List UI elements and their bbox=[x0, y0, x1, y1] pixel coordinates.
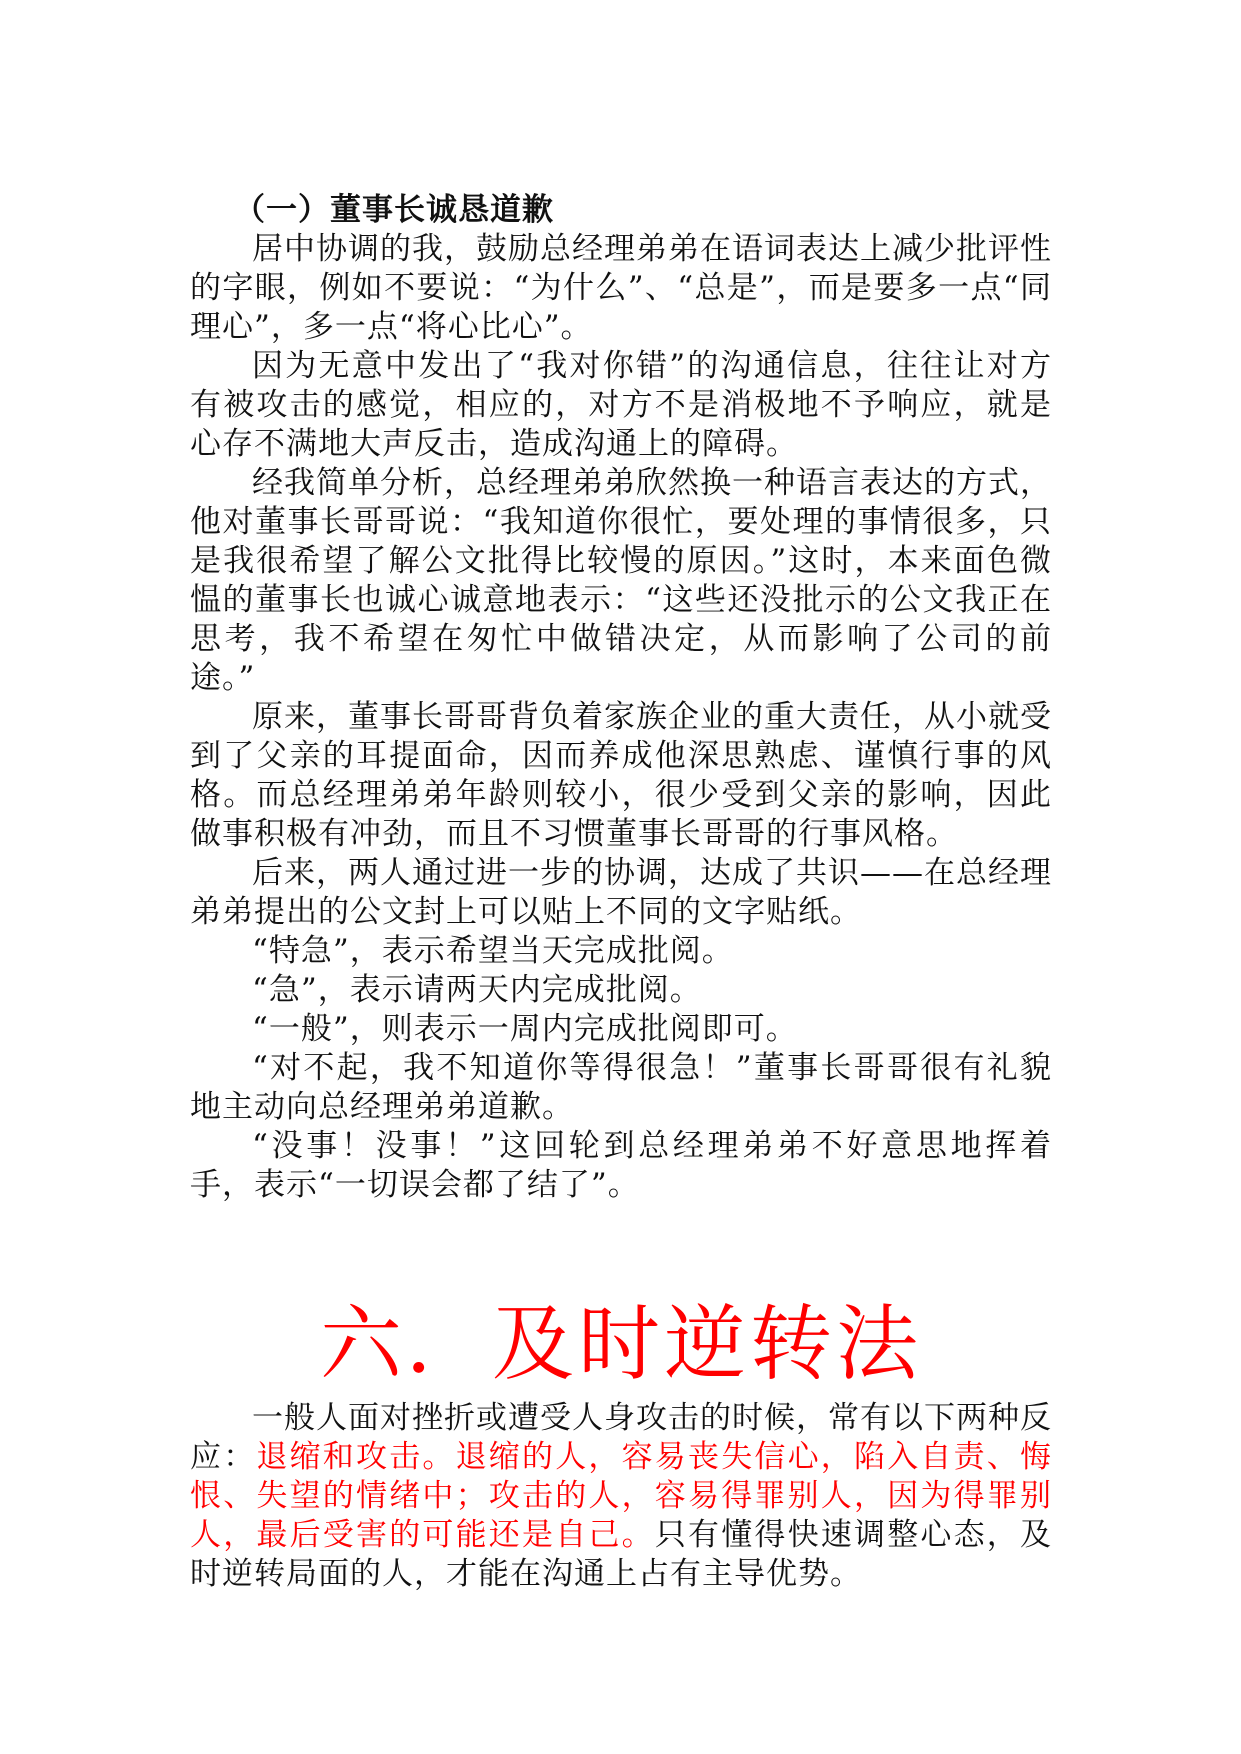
chapter-title: 六．及时逆转法 bbox=[319, 1297, 922, 1392]
section-heading: （一）董事长诚恳道歉 bbox=[234, 192, 554, 228]
chapter-intro-paragraph bbox=[190, 1399, 1052, 1594]
intro-text-part-1: 一般人面对挫折或遭受人身攻击的时候，常有以下两种反应： bbox=[190, 1400, 1052, 1475]
paragraph-4: 原来，董事长哥哥背负着家族企业的重大责任，从小就受到了父亲的耳提面命，因而养成他深思熟虑、谨慎行事的风格。而总经理弟弟年龄则较小，很少受到父亲的影响，因此做事积极有冲劲，而且不习惯董事长哥哥的行事风格。 bbox=[190, 699, 1052, 852]
paragraph-2: 因为无意中发出了“我对你错”的沟通信息，往往让对方有被攻击的感觉，相应的，对方不是消极地不予响应，就是心存不满地大声反击，造成沟通上的障碍。 bbox=[190, 348, 1052, 462]
paragraph-10: “没事！没事！”这回轮到总经理弟弟不好意思地挥着手，表示“一切误会都了结了”。 bbox=[190, 1128, 1052, 1203]
intro-text-part-3: 只有懂得快速调整心态，及时逆转局面的人，才能在沟通上占有主导优势。 bbox=[190, 1517, 1053, 1592]
paragraph-8: “一般”，则表示一周内完成批阅即可。 bbox=[252, 1011, 798, 1047]
paragraph-9: “对不起，我不知道你等得很急！”董事长哥哥很有礼貌地主动向总经理弟弟道歉。 bbox=[190, 1050, 1052, 1125]
paragraph-6: “特急”，表示希望当天完成批阅。 bbox=[252, 933, 734, 969]
document-page bbox=[190, 190, 1052, 1594]
paragraph-1: 居中协调的我，鼓励总经理弟弟在语词表达上减少批评性的字眼，例如不要说：“为什么”、“总是”，而是要多一点“同理心”，多一点“将心比心”。 bbox=[190, 231, 1052, 345]
paragraph-5: 后来，两人通过进一步的协调，达成了共识——在总经理弟弟提出的公文封上可以贴上不同的文字贴纸。 bbox=[190, 855, 1052, 930]
intro-text-highlight-red: 退缩和攻击。退缩的人，容易丧失信心，陷入自责、悔恨、失望的情绪中；攻击的人，容易得罪别人，因为得罪别人，最后受害的可能还是自己。 bbox=[190, 1439, 1053, 1553]
paragraph-3: 经我简单分析，总经理弟弟欣然换一种语言表达的方式，他对董事长哥哥说：“我知道你很忙，要处理的事情很多，只是我很希望了解公文批得比较慢的原因。”这时，本来面色微愠的董事长也诚心诚意地表示：“这些还没批示的公文我正在思考，我不希望在匆忙中做错决定，从而影响了公司的前途。” bbox=[190, 465, 1052, 696]
paragraph-7: “急”，表示请两天内完成批阅。 bbox=[252, 972, 702, 1008]
